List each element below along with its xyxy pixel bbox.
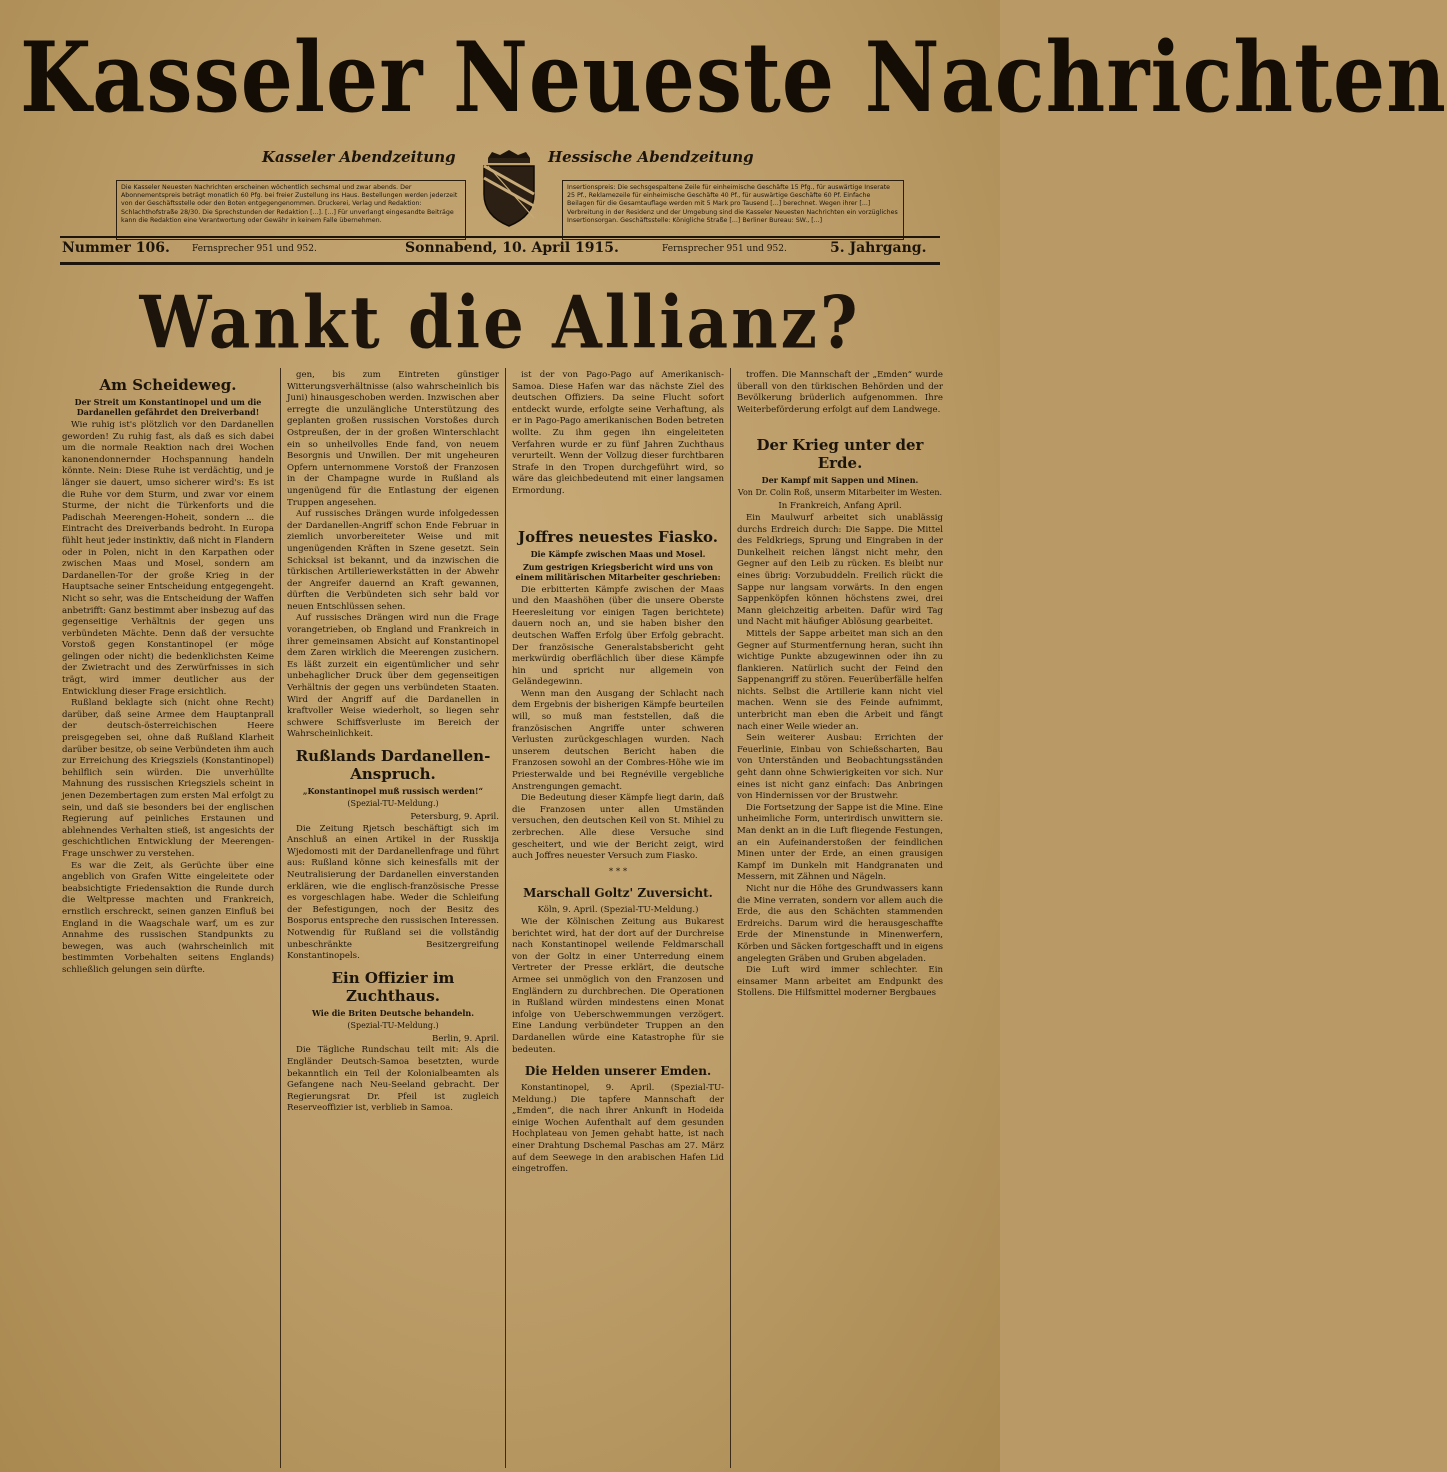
article-title: Der Krieg unter der Erde. xyxy=(756,436,924,473)
paragraph: ist der von Pago-Pago auf Amerikanisch-Samoa. Diese Hafen war das nächste Ziel des deutschen Offiziers. Da seine Flucht sofort entdeckt wurde, erfolgte seine Verhaftung, als er in Pago-Pago amerikanischen Boden betreten wollte. Zu ihm gegen ihn eingeleiteten Verfahren wurde er zu fünf Jahren Zuchthaus verurteilt. Wenn der Vollzug dieser furchtbaren Strafe in den Tropen durchgeführt wird, so wäre das gleichbedeutend mit einer langsamen Ermordung. xyxy=(512,370,724,496)
article-subtitle: Der Kampf mit Sappen und Minen. xyxy=(761,475,919,486)
paragraph: Die Bedeutung dieser Kämpfe liegt darin, daß die Franzosen unter allen Umständen versuchen, den deutschen Keil von St. Mihiel zu zerbrechen. Alle diese Versuche sind gescheitert, und wie der Bericht zeigt, wird auch Joffres neuester Versuch zum Fiasko. xyxy=(512,793,724,862)
phone-left: Fernsprecher 951 und 952. xyxy=(192,244,317,254)
byline: (Spezial-TU-Meldung.) xyxy=(347,799,439,808)
article-title: Rußlands Dardanellen-Anspruch. xyxy=(295,747,491,783)
column-rule xyxy=(730,368,731,1468)
paragraph: Wenn man den Ausgang der Schlacht nach dem Ergebnis der bisherigen Kämpfe beurteilen will, so muß man feststellen, daß die französischen Angriffe unter schweren Verlusten zurückgeschlagen wurden. Nach unserem deutschen Bericht haben die Franzosen sowohl an der Combres-Höhe wie im Priesterwalde und bei Regnéville vergebliche Anstrengungen gemacht. xyxy=(512,688,724,792)
article-title: Joffres neuestes Fiasko. xyxy=(518,527,718,546)
article-title: Die Helden unserer Emden. xyxy=(524,1064,712,1079)
column-3 xyxy=(512,370,724,1470)
dateline: In Frankreich, Anfang April. xyxy=(778,501,902,512)
column-rule xyxy=(505,368,506,1468)
dateline: Berlin, 9. April. xyxy=(432,1033,499,1044)
subscription-info-box: Die Kasseler Neuesten Nachrichten erscheinen wöchentlich sechsmal und zwar abends. Der Abonnementspreis beträgt monatlich 60 Pfg. bei freier Zustellung ins Haus. Bestellungen werden jederzeit von der Geschäftsstelle oder den Boten entgegengenommen. Druckerei, Verlag und Redaktion: Schlachthofstraße 28/30. Die Sprechstunden der Redaktion [...]. [...] Für unverlangt eingesandte Beiträge kann die Redaktion eine Verantwortung oder Gewähr in keinem Falle übernehmen. xyxy=(116,180,466,240)
paragraph: Die Zeitung Rjetsch beschäftigt sich im Anschluß an einen Artikel in der Russkija Wjedomosti mit der Dardanellenfrage und führt aus: Rußland könne sich keinesfalls mit der Neutralisierung der Dardanellen einverstanden erklären, wie die englisch-französische Presse es vorgeschlagen habe. Weder die Schleifung der Befestigungen, noch der Besitz des Bosporus entspreche den russischen Interessen. Notwendig für Rußland sei die vollständig unbeschränkte Besitzergreifung Konstantinopels. xyxy=(287,823,499,962)
issue-number: Nummer 106. xyxy=(62,240,170,256)
phone-right: Fernsprecher 951 und 952. xyxy=(662,244,787,254)
dateline: Petersburg, 9. April. xyxy=(410,812,499,822)
paragraph: troffen. Die Mannschaft der „Emden“ wurde überall von den türkischen Behörden und der Bevölkerung brüderlich aufgenommen. Ihre Weiterbeförderung erfolgt auf dem Landwege. xyxy=(737,370,943,415)
paragraph: Auf russisches Drängen wird nun die Frage vorangetrieben, ob England und Frankreich in ihrer gemeinsamen Absicht auf Konstantinopel dem Zaren wirklich die Meerengen zusichern. Es läßt zurzeit ein eigentümlicher und sehr unbehaglicher Druck über dem gegenseitigen Verhältnis der gegen uns verbündeten Staaten. Wird der Angriff auf die Dardanellen in kraftvoller Weise wiederholt, so liegen sehr schwere Schiffsverluste im Bereich der Wahrscheinlichkeit. xyxy=(287,613,499,740)
article-subtitle: Zum gestrigen Kriegsbericht wird uns von einem militärischen Mitarbeiter geschrieben: xyxy=(515,561,721,582)
article-title: Am Scheideweg. xyxy=(99,376,237,394)
article-subtitle: „Konstantinopel muß russisch werden!“ xyxy=(302,786,484,796)
paragraph: Mittels der Sappe arbeitet man sich an den Gegner auf Sturmentfernung heran, sucht ihn wichtige Punkte abzugewinnen oder ihn zu flankieren. Natürlich sucht der Feind den Sappenangriff zu stören. Feuerüberfälle helfen nichts. Selbst die Artillerie kann nicht viel machen. Wenn sie des Feinde aufnimmt, unterbricht man eben die Arbeit und fängt nach einer Weile wieder an. xyxy=(737,628,943,732)
volume-year: 5. Jahrgang. xyxy=(830,240,927,256)
masthead-left-subtitle: Kasseler Abendzeitung xyxy=(262,148,456,166)
paragraph: Konstantinopel, 9. April. (Spezial-TU-Meldung.) Die tapfere Mannschaft der „Emden“, die nach ihrer Ankunft in Hodeida einige Wochen Aufenthalt auf dem gesunden Hochplateau von Jemen gehabt hatte, ist nach einer Drahtung Dschemal Paschas am 27. März auf dem Seewege in den arabischen Hafen Lid eingetroffen. xyxy=(512,1083,724,1175)
paragraph: Sein weiterer Ausbau: Errichten der Feuerlinie, Einbau von Schießscharten, Bau von Unterständen und Beobachtungsständen geht dann ohne Schwierigkeiten vor sich. Nur eines ist nicht ganz einfach: Das Anbringen von Hindernissen vor der Brustwehr. xyxy=(737,733,943,802)
divider xyxy=(60,262,940,265)
article-subtitle: Die Kämpfe zwischen Maas und Mosel. xyxy=(530,548,706,559)
issue-date: Sonnabend, 10. April 1915. xyxy=(405,240,619,256)
paragraph: Auf russisches Drängen wurde infolgedessen der Dardanellen-Angriff schon Ende Februar in ziemlich unvorbereiteter Weise und mit ungenügenden Kräften in Szene gesetzt. Sein Schicksal ist bekannt, und da inzwischen die türkischen Artilleriewerkstätten in der Abwehr der Angreifer dauernd an Kraft gewannen, dürften die Verbündeten sich sehr bald vor neuen Entschlüssen sehen. xyxy=(287,509,499,612)
byline: Von Dr. Colin Roß, unserm Mitarbeiter im Westen. xyxy=(737,488,943,498)
paragraph: Die Tägliche Rundschau teilt mit: Als die Engländer Deutsch-Samoa besetzten, wurde bekanntlich ein Teil der Kolonialbeamten als Gefangene nach Neu-Seeland gebracht. Der Regierungsrat Dr. Pfeil ist zugleich Reserveoffizier ist, verblieb in Samoa. xyxy=(287,1045,499,1114)
masthead-right-subtitle: Hessische Abendzeitung xyxy=(548,148,754,166)
masthead-title: Kasseler Neueste Nachrichten xyxy=(20,21,1447,135)
column-4 xyxy=(737,370,943,1470)
dateline: Köln, 9. April. (Spezial-TU-Meldung.) xyxy=(537,905,699,916)
paragraph: gen, bis zum Eintreten günstiger Witterungsverhältnisse (also wahrscheinlich bis Juni) hinausgeschoben werden. Inzwischen aber erregte die unzulängliche Unterstützung des geplanten großen russischen Vorstoßes durch Ostpreußen, der in der großen Winterschlacht ein so unheilvolles Ende fand, von neuem Besorgnis und Unwillen. Der mit ungeheuren Opfern unternommene Vorstoß der Franzosen in der Champagne wurde in Rußland als ungenügend für die Entlastung der eigenen Truppen angesehen. xyxy=(287,370,499,508)
main-headline: Wankt die Allianz? xyxy=(139,281,861,366)
paragraph: Ein Maulwurf arbeitet sich unablässig durchs Erdreich durch: Die Sappe. Die Mittel des Feldkriegs, Sprung und Eingraben in der Dunkelheit reichen längst nicht mehr, den Gegner auf den Leib zu rücken. Es bleibt nur eines übrig: Vorzubuddeln. Freilich rückt die Sappe nur langsam vorwärts. In den engen Sappenköpfen können höchstens zwei, drei Mann gleichzeitig arbeiten. Dafür wird Tag und Nacht mit häufiger Ablösung gearbeitet. xyxy=(737,512,943,628)
paragraph: Die Luft wird immer schlechter. Ein einsamer Mann arbeitet am Endpunkt des Stollens. Die Hilfsmittel moderner Bergbaues xyxy=(737,965,943,999)
paragraph: Die Fortsetzung der Sappe ist die Mine. Eine unheimliche Form, unterirdisch unwittern sie. Man denkt an in die Luft fliegende Festungen, an ein Aufeinanderstoßen der feindlichen Minen unter der Erde, an einen grausigen Kampf im Dunkeln mit Handgranaten und Messern, mit Zähnen und Nägeln. xyxy=(737,802,943,883)
paragraph: Nicht nur die Höhe des Grundwassers kann die Mine verraten, sondern vor allem auch die Erde, die aus den Schächten stammenden Erdreichs. Darum wird die herausgeschaffte Erde der Minenstunde in Minenwerfern, Körben und Säcken fortgeschafft und in eigens angelegten Gräben und Gruben abgeladen. xyxy=(737,883,943,964)
paragraph: Die erbitterten Kämpfe zwischen der Maas und den Maashöhen (über die unsere Oberste Heeresleitung vor einigen Tagen berichtete) dauern noch an, und sie haben bisher den deutschen Waffen Erfolg über Erfolg gebracht. Der französische Generalstabsbericht geht merkwürdig oberflächlich über diese Kämpfe hin und spricht nur allgemein von Geländegewinn. xyxy=(512,584,724,688)
separator: * * * xyxy=(608,866,628,877)
article-subtitle: Wie die Briten Deutsche behandeln. xyxy=(311,1007,475,1018)
paragraph: Es war die Zeit, als Gerüchte über eine angeblich von Grafen Witte eingeleitete oder beabsichtigte Friedensaktion die Runde durch die Weltpresse machten und Frankreich, ernstlich erschreckt, seinen ganzen Einfluß bei England in die Waagschale warf, um es zur Annahme des russischen Standpunkts zu bewegen, was auch (wahrscheinlich mit bestimmten Vorbehalten seitens Englands) schließlich gelungen sein dürfte. xyxy=(62,860,274,975)
paragraph: Wie der Kölnischen Zeitung aus Bukarest berichtet wird, hat der dort auf der Durchreise nach Konstantinopel weilende Feldmarschall von der Goltz in einer Unterredung einem Vertreter der Presse erklärt, die deutsche Armee sei unmöglich von den Franzosen und Engländern zu durchbrechen. Die Operationen in Rußland würden mindestens einen Monat infolge von Ueberschwemmungen verzögert. Eine Landung verbündeter Truppen an den Dardanellen würde eine Katastrophe für sie bedeuten. xyxy=(512,916,724,1055)
byline: (Spezial-TU-Meldung.) xyxy=(347,1020,439,1030)
paragraph: Rußland beklagte sich (nicht ohne Recht) darüber, daß seine Armee dem Hauptanprall der deutsch-österreichischen Heere preisgegeben sei, ohne daß Rußland Klarheit darüber besitze, ob seine Verbündeten ihm auch zur Erreichung des Kriegsziels (Konstantinopel) behilflich sein würden. Die unverhüllte Mahnung des russischen Kriegsziels scheint in jenen Dezembertagen zum ersten Mal erfolgt zu sein, und daß sie besonders bei der englischen Regierung auf peinliches Erstaunen und ablehnendes Verhalten stieß, ist angesichts der geschichtlichen Entwicklung der Meerengen-Frage unschwer zu verstehen. xyxy=(62,698,274,859)
divider xyxy=(60,236,940,238)
article-title: Marschall Goltz' Zuversicht. xyxy=(523,886,713,901)
advertising-info-box: Insertionspreis: Die sechsgespaltene Zeile für einheimische Geschäfte 15 Pfg., für auswärtige Inserate 25 Pf., Reklamezeile für einheimische Geschäfte 40 Pf., für auswärtige Geschäfte 60 Pf. Einfache Beilagen für die Gesamtauflage werden mit 5 Mark pro Tausend [...] berechnet. Wegen ihrer [...] Verbreitung in der Residenz und der Umgebung sind die Kasseler Neuesten Nachrichten ein vorzügliches Insertionsorgan. Geschäftsstelle: Königliche Straße [...] Berliner Bureau: SW., [...] xyxy=(562,180,904,240)
column-rule xyxy=(280,368,281,1468)
column-2 xyxy=(287,370,499,1470)
coat-of-arms-icon xyxy=(478,148,540,228)
column-1 xyxy=(62,370,274,1470)
article-title: Ein Offizier im Zuchthaus. xyxy=(331,968,455,1005)
paragraph: Wie ruhig ist's plötzlich vor den Dardanellen geworden! Zu ruhig fast, als daß es sich dabei um die normale Reaktion nach drei Wochen kanonendonnernder Hochspannung handeln könnte. Nein: Diese Ruhe ist verdächtig, und je länger sie dauert, umso sicherer wird's: Es ist die Ruhe vor dem Sturm, und zwar vor einem Sturme, der nicht die Türkenforts und die Padischah Meerengen-Hoheit, sondern ... die Eintracht des Dreiverbands bedroht. In Europa fühlt heut jeder instinktiv, daß nicht in Flandern oder in Polen, nicht in den Karpathen oder zwischen Maas und Mosel, sondern am Dardanellen-Tor der große Krieg in der Hauptsache seiner Entscheidung entgegengeht. Nicht so sehr, was die Entscheidung der Waffen anbetrifft: Ganz bestimmt aber insbezug auf das gegenseitige Verhältnis der gegen uns verbündeten Mächte. Denn daß der versuchte Vorstoß gegen Konstantinopel (er möge gelingen oder nicht) die bedenklichsten Keime der Zwietracht und des Zerwürfnisses in sich trägt, wird immer deutlicher aus der Entwicklung dieser Frage ersichtlich. xyxy=(62,420,274,697)
article-subtitle: Der Streit um Konstantinopel und um die Dardanellen gefährdet den Dreiverband! xyxy=(74,397,262,417)
